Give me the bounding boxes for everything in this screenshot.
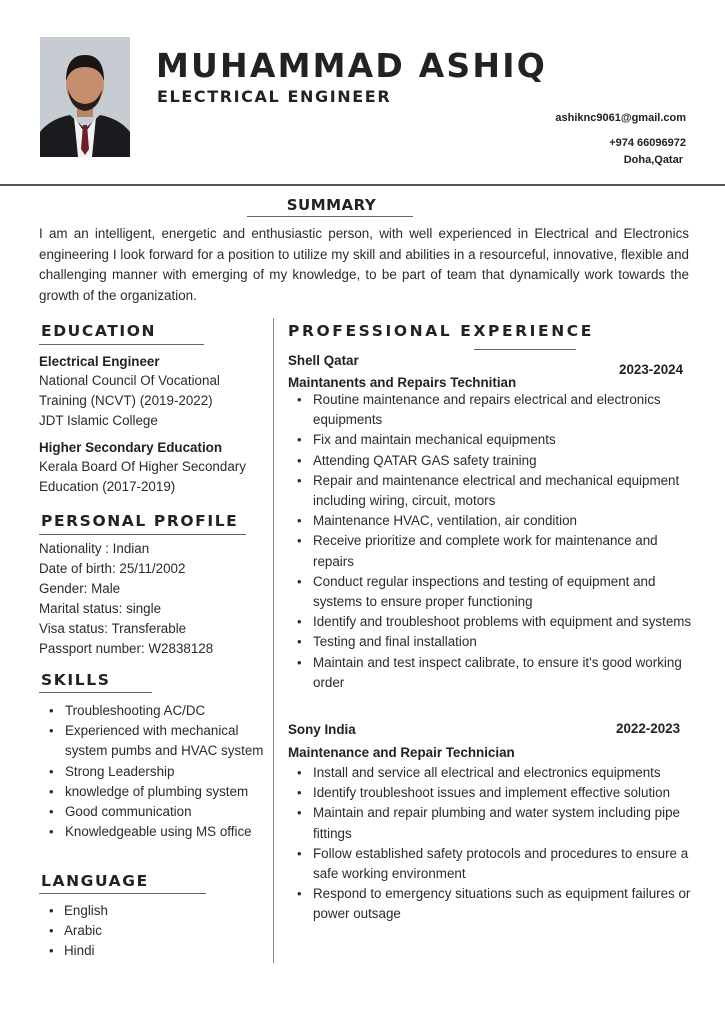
duty-item: • Respond to emergency situations such as equipment failures or power outsage <box>287 884 697 924</box>
language-item: • Arabic <box>39 921 259 941</box>
column-divider <box>273 318 274 963</box>
header-divider <box>0 184 725 186</box>
duty-item: • Follow established safety protocols and procedures to ensure a safe working environment <box>287 844 697 884</box>
education-degree: Higher Secondary Education <box>39 440 223 455</box>
skill-item: • Strong Leadership <box>39 762 273 782</box>
duty-item: • Conduct regular inspections and testing of equipment and systems to ensure proper functioning <box>287 572 697 612</box>
education-line: Training (NCVT) (2019-2022) <box>39 393 213 408</box>
summary-heading: SUMMARY <box>286 196 377 214</box>
job-years: 2022-2023 <box>616 721 681 736</box>
job-years: 2023-2024 <box>619 362 684 377</box>
skills-list <box>39 701 273 842</box>
profile-visa: Visa status: Transferable <box>39 621 187 636</box>
skills-underline <box>39 692 152 693</box>
language-item: • English <box>39 901 259 921</box>
job-title: ELECTRICAL ENGINEER <box>157 87 392 106</box>
job-company: Sony India <box>288 722 356 737</box>
language-underline <box>39 893 206 894</box>
duty-item: • Identify troubleshoot issues and implement effective solution <box>287 783 697 803</box>
profile-gender: Gender: Male <box>39 581 121 596</box>
skill-item: • Experienced with mechanical system pumbs and HVAC system <box>39 721 273 761</box>
job-role: Maintanents and Repairs Technitian <box>288 375 517 390</box>
education-item <box>39 354 271 431</box>
education-line: JDT Islamic College <box>39 413 158 428</box>
profile-heading: PERSONAL PROFILE <box>41 512 239 530</box>
duty-item: • Testing and final installation <box>287 632 697 652</box>
experience-heading: PROFESSIONAL EXPERIENCE <box>288 322 594 340</box>
skill-item: • Good communication <box>39 802 273 822</box>
profile-marital: Marital status: single <box>39 601 162 616</box>
duty-item: • Fix and maintain mechanical equipments <box>287 430 697 450</box>
profile-photo <box>40 37 130 157</box>
duty-item: • Identify and troubleshoot problems with equipment and systems <box>287 612 697 632</box>
experience-underline <box>474 349 576 350</box>
candidate-name: MUHAMMAD ASHIQ <box>156 46 547 85</box>
duty-item: • Repair and maintenance electrical and mechanical equipment including wiring, circuit, motors <box>287 471 697 511</box>
duty-item: • Maintain and test inspect calibrate, to ensure it's good working order <box>287 653 697 693</box>
summary-underline <box>247 216 413 217</box>
job-company: Shell Qatar <box>288 353 359 368</box>
duty-item: • Maintain and repair plumbing and water system including pipe fittings <box>287 803 697 843</box>
education-line: Education (2017-2019) <box>39 479 176 494</box>
skill-item: • Troubleshooting AC/DC <box>39 701 273 721</box>
profile-nationality: Nationality : Indian <box>39 541 150 556</box>
profile-dob: Date of birth: 25/11/2002 <box>39 561 186 576</box>
job-duties <box>287 763 697 925</box>
duty-item: • Receive prioritize and complete work for maintenance and repairs <box>287 531 697 571</box>
profile-list <box>39 539 271 659</box>
education-heading: EDUCATION <box>41 322 157 340</box>
education-line: National Council Of Vocational <box>39 373 220 388</box>
education-item <box>39 440 271 497</box>
language-heading: LANGUAGE <box>41 872 149 890</box>
email-text: ashiknc9061@gmail.com <box>555 112 686 124</box>
summary-text: I am an intelligent, energetic and enthusiastic person, with well experienced in Electrical and Electronics engineering I look forward for a position to utilize my skill and abilities in a resourceful, innovative, flexible and challenging manner with emerging of my knowledge, to be part of team that dynamically work towards the growth of the organization. <box>39 226 689 303</box>
skill-item: • knowledge of plumbing system <box>39 782 273 802</box>
duty-item: • Routine maintenance and repairs electrical and electronics equipments <box>287 390 697 430</box>
profile-passport: Passport number: W2838128 <box>39 641 214 656</box>
duty-item: • Install and service all electrical and electronics equipments <box>287 763 697 783</box>
duty-item: • Maintenance HVAC, ventilation, air condition <box>287 511 697 531</box>
education-line: Kerala Board Of Higher Secondary <box>39 459 246 474</box>
duty-item: • Attending QATAR GAS safety training <box>287 451 697 471</box>
education-degree: Electrical Engineer <box>39 354 160 369</box>
language-item: • Hindi <box>39 941 259 961</box>
job-role: Maintenance and Repair Technician <box>288 745 515 760</box>
job-duties <box>287 390 697 693</box>
education-underline <box>39 344 204 345</box>
language-list <box>39 901 259 962</box>
profile-underline <box>39 534 246 535</box>
skills-heading: SKILLS <box>41 671 111 689</box>
skill-item: • Knowledgeable using MS office <box>39 822 273 842</box>
phone-text: +974 66096972 <box>609 137 686 149</box>
location-text: Doha,Qatar <box>623 154 683 166</box>
